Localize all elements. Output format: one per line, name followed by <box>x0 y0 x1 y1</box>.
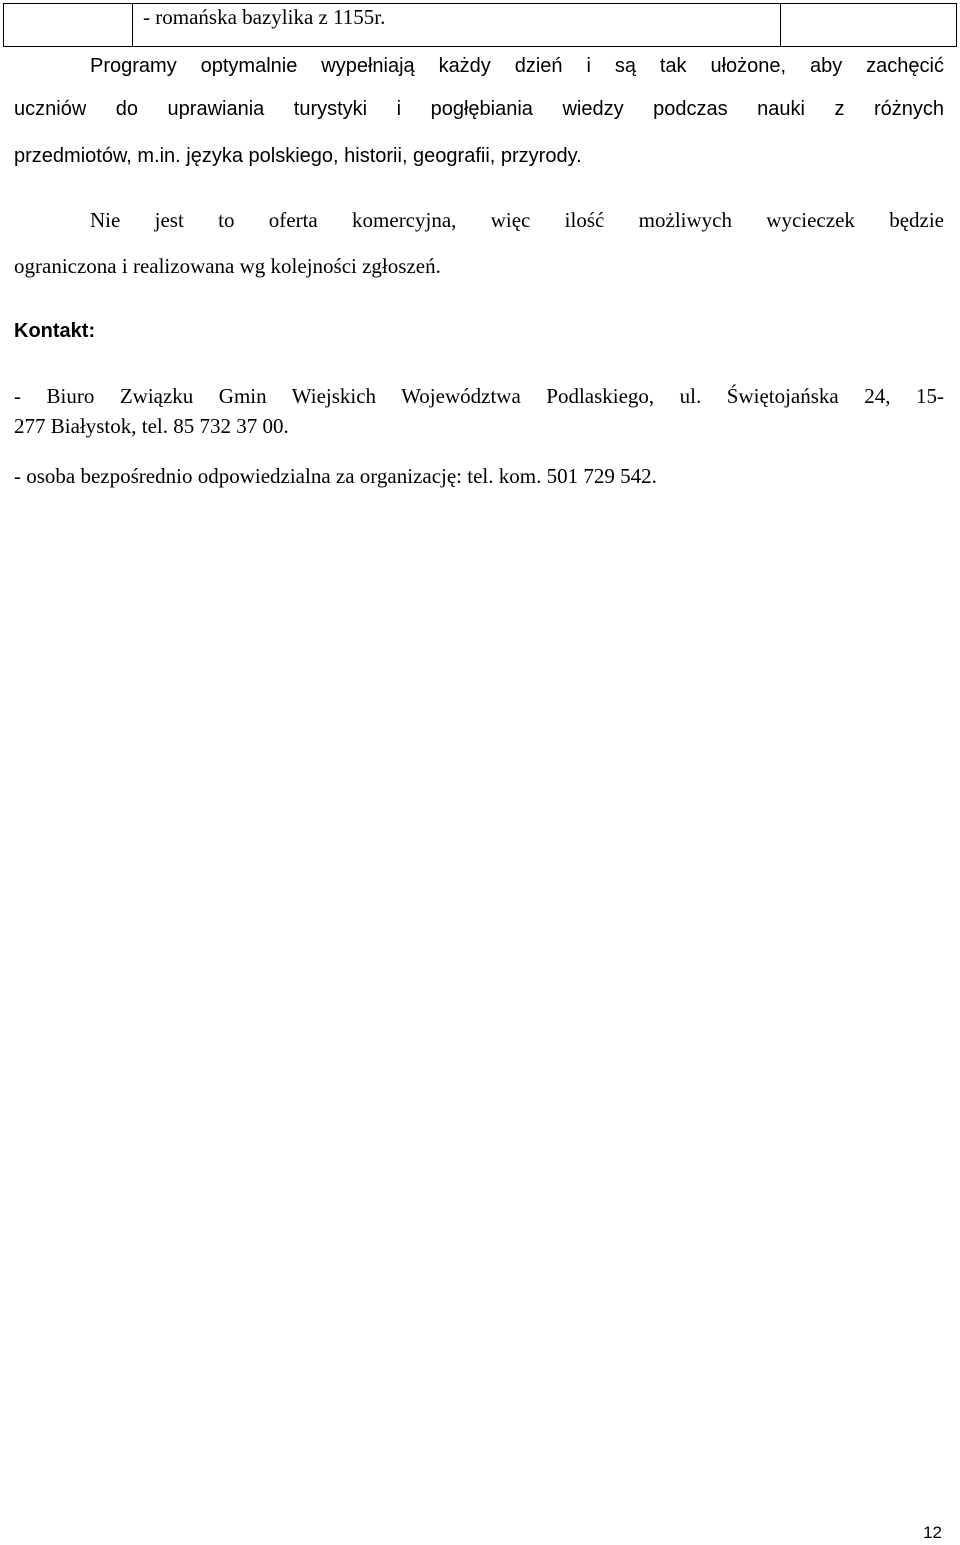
paragraph1-line2: uczniów do uprawiania turystyki i pogłębiania wiedzy podczas nauki z różnych <box>14 98 944 120</box>
table-cell-empty-right <box>781 4 957 47</box>
program-table <box>3 3 957 47</box>
paragraph1-line1: Programy optymalnie wypełniają każdy dzień i są tak ułożone, aby zachęcić <box>90 55 944 77</box>
paragraph1-line3: przedmiotów, m.in. języka polskiego, historii, geografii, przyrody. <box>14 145 582 167</box>
contact-office-line1: - Biuro Związku Gmin Wiejskich Województwa Podlaskiego, ul. Świętojańska 24, 15- <box>14 384 944 408</box>
table-cell-text-content: - romańska bazylika z 1155r. <box>143 5 386 29</box>
table-row <box>4 4 957 47</box>
table-cell-text <box>133 4 781 47</box>
contact-office-line2: 277 Białystok, tel. 85 732 37 00. <box>14 414 289 438</box>
table-cell-empty-left <box>4 4 133 47</box>
paragraph2-line2: ograniczona i realizowana wg kolejności zgłoszeń. <box>14 254 441 278</box>
contact-heading: Kontakt: <box>14 320 96 342</box>
paragraph2-line1: Nie jest to oferta komercyjna, więc ilość możliwych wycieczek będzie <box>90 208 944 232</box>
page-number: 12 <box>923 1523 942 1542</box>
contact-person-line: - osoba bezpośrednio odpowiedzialna za organizację: tel. kom. 501 729 542. <box>14 464 657 488</box>
